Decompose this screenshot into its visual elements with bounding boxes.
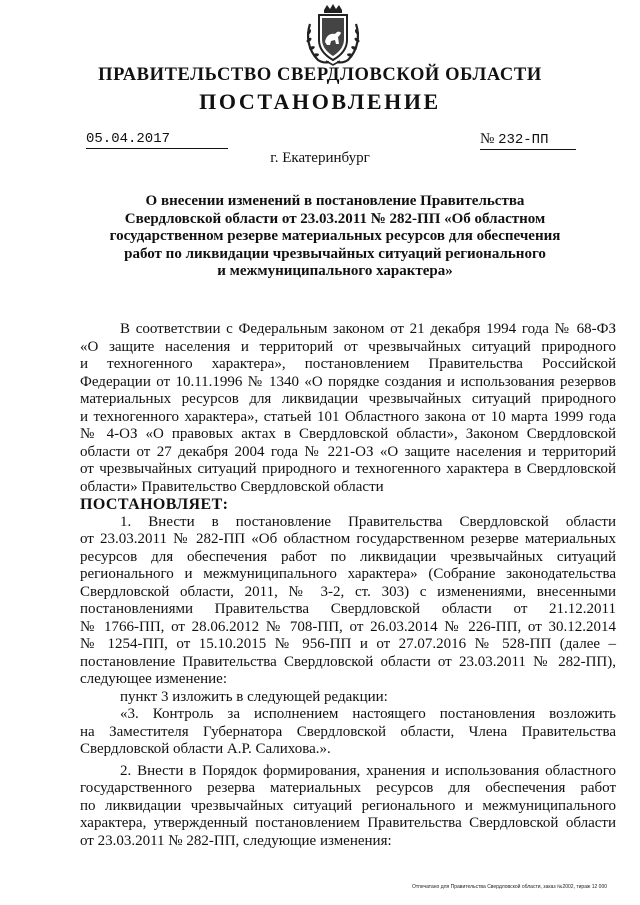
text-line: от 23.03.2011 № 282-ПП «Об областном государственном резерве материальных — [80, 531, 616, 547]
coat-of-arms-emblem — [304, 4, 362, 66]
text-line: и техногенного характера», статьей 101 Областного закона от 10 марта 1999 года — [80, 408, 616, 425]
item-1-subpoint: пункт 3 изложить в следующей редакции: — [120, 688, 388, 705]
text-line: материальных ресурсов для ликвидации чрезвычайных ситуаций природного — [80, 391, 616, 407]
text-line: В соответствии с Федеральным законом от 21 декабря 1994 года № 68-ФЗ — [120, 321, 616, 337]
text-line: № 4-ОЗ «О правовых актах в Свердловской области», Законом Свердловской — [80, 426, 616, 442]
number-value: 232-ПП — [498, 132, 549, 148]
text-line: № 1254-ПП, от 15.10.2015 № 956-ПП и от 27.07.2016 № 528-ПП (далее – — [80, 636, 616, 652]
document-number — [480, 131, 576, 150]
text-line: от чрезвычайных ситуаций природного и техногенного характера в Свердловской — [80, 461, 616, 477]
text-line: и техногенного характера», постановлением Правительства Российской — [80, 356, 616, 372]
text-line: «О защите населения и территорий от чрезвычайных ситуаций природного — [80, 338, 616, 355]
preamble-paragraph — [80, 321, 616, 496]
text-line: области» Правительство Свердловской области — [80, 478, 384, 495]
text-line: «3. Контроль за исполнением настоящего постановления возложить — [120, 706, 616, 722]
heading-line: Свердловской области от 23.03.2011 № 282-ПП «Об областном — [124, 210, 546, 227]
text-line: 1. Внести в постановление Правительства Свердловской области — [120, 513, 616, 530]
item-2-paragraph — [80, 763, 616, 851]
text-line: № 1766-ПП, от 28.06.2012 № 708-ПП, от 26.03.2014 № 226-ПП, от 30.12.2014 — [80, 618, 616, 635]
item-1-quote — [80, 706, 616, 759]
heading-line: государственном резерве материальных ресурсов для обеспечения — [109, 228, 561, 245]
text-line: Свердловской области А.Р. Салихова.». — [80, 741, 331, 757]
document-type: ПОСТАНОВЛЕНИЕ — [199, 89, 441, 114]
text-line: регионального и межмуниципального характера» (Собрание законодательства — [80, 566, 616, 582]
decree-word: ПОСТАНОВЛЯЕТ: — [80, 496, 229, 513]
item-1-paragraph — [80, 514, 616, 689]
government-title: ПРАВИТЕЛЬСТВО СВЕРДЛОВСКОЙ ОБЛАСТИ — [98, 65, 542, 85]
heading-line: и межмуниципального характера» — [217, 263, 453, 280]
text-line: постановление Правительства Свердловской области от 23.03.2011 № 282-ПП), — [80, 653, 616, 670]
print-footer-note: Отпечатано для Правительства Свердловской области, заказ №2002, тираж 12 000 — [412, 884, 608, 890]
document-heading — [100, 193, 570, 281]
city-name: г. Екатеринбург — [270, 150, 370, 166]
text-line: по ликвидации чрезвычайных ситуаций регионального и межмуниципального — [80, 797, 616, 814]
heading-line: работ по ликвидации чрезвычайных ситуаций регионального — [124, 245, 546, 262]
text-line: характера, утвержденный постановлением Правительства Свердловской области — [80, 815, 616, 831]
document-date: 05.04.2017 — [86, 131, 228, 149]
text-line: следующее изменение: — [80, 671, 228, 687]
heading-line: О внесении изменений в постановление Правительства — [145, 193, 525, 209]
text-line: Федерации от 10.11.1996 № 1340 «О порядке создания и использования резервов — [80, 373, 616, 390]
text-line: постановлениями Правительства Свердловской области от 21.12.2011 — [80, 601, 616, 617]
text-line: государственного резерва материальных ресурсов для обеспечения работ — [80, 780, 616, 796]
text-line: 2. Внести в Порядок формирования, хранения и использования областного — [120, 762, 616, 779]
text-line: области от 27 декабря 2004 года № 221-ОЗ «О защите населения и территорий — [80, 443, 616, 460]
text-line: ресурсов для обеспечения работ по ликвидации чрезвычайных ситуаций — [80, 548, 616, 565]
text-line: Свердловской области, 2011, № 3-2, ст. 303) с изменениями, внесенными — [80, 583, 616, 600]
number-sign: № — [480, 131, 495, 147]
document-body — [80, 321, 616, 850]
text-line: на Заместителя Губернатора Свердловской области, Члена Правительства — [80, 723, 616, 740]
text-line: от 23.03.2011 № 282-ПП, следующие изменения: — [80, 832, 392, 849]
